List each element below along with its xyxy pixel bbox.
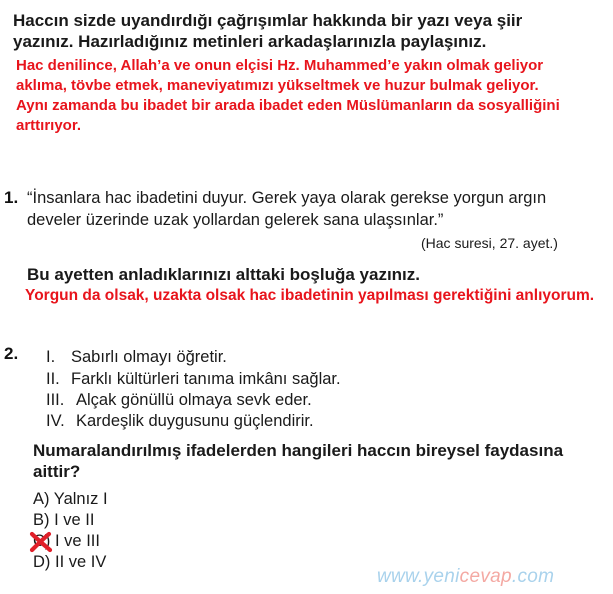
question-1-prompt: Bu ayetten anladıklarınızı alttaki boşluğa yazınız. xyxy=(27,265,420,284)
question-1-quote-line-1: “İnsanlara hac ibadetini duyur. Gerek yaya olarak gerekse yorgun argın xyxy=(27,189,547,207)
watermark-part-1: www.yeni xyxy=(377,566,460,587)
item-numeral: IV. xyxy=(46,412,65,430)
site-watermark xyxy=(377,566,554,588)
question-1-number: 1. xyxy=(4,188,19,207)
item-numeral: I. xyxy=(46,348,56,366)
intro-answer-line-4: arttırıyor. xyxy=(16,117,82,134)
watermark-part-2: cevap xyxy=(459,566,512,587)
selected-answer-cross-icon xyxy=(29,531,53,553)
option-label: A) xyxy=(33,490,50,508)
option-text: Yalnız I xyxy=(53,490,108,508)
intro-answer-line-3: Aynı zamanda bu ibadet bir arada ibadet eden Müslümanların da sosyalliğini xyxy=(16,97,560,114)
option-a[interactable] xyxy=(33,490,108,509)
intro-answer-line-2: aklıma, tövbe etmek, maneviyatımızı yükseltmek ve huzur bulmak geliyor. xyxy=(16,77,539,94)
intro-prompt-line-1: Haccın sizde uyandırdığı çağrışımlar hakkında bir yazı veya şiir xyxy=(13,11,523,30)
intro-prompt-line-2: yazınız. Hazırladığınız metinleri arkadaşlarınızla paylaşınız. xyxy=(13,32,487,51)
option-label: B) xyxy=(33,511,50,529)
question-1-source: (Hac suresi, 27. ayet.) xyxy=(421,235,558,251)
option-label: C) xyxy=(33,532,51,550)
item-text: Sabırlı olmayı öğretir. xyxy=(71,348,227,366)
item-numeral: III. xyxy=(46,391,65,409)
intro-answer-line-1: Hac denilince, Allah’a ve onun elçisi Hz. Muhammed’e yakın olmak geliyor xyxy=(16,57,544,74)
question-2-prompt-line-2: aittir? xyxy=(33,462,81,481)
item-text: Farklı kültürleri tanıma imkânı sağlar. xyxy=(71,370,341,388)
item-text: Kardeşlik duygusunu güçlendirir. xyxy=(76,412,314,430)
option-label: D) xyxy=(33,553,51,571)
option-text: I ve III xyxy=(55,532,100,550)
question-1-quote-line-2: develer üzerinde uzak yollardan gelerek sana ulaşsınlar.” xyxy=(27,211,444,229)
question-2-prompt-line-1: Numaralandırılmış ifadelerden hangileri haccın bireysel faydasına xyxy=(33,441,564,460)
item-text: Alçak gönüllü olmaya sevk eder. xyxy=(76,391,312,409)
item-numeral: II. xyxy=(46,370,60,388)
option-d[interactable] xyxy=(33,553,106,572)
question-1-answer: Yorgun da olsak, uzakta olsak hac ibadetinin yapılması gerektiğini anlıyorum. xyxy=(25,287,595,304)
watermark-part-3: .com xyxy=(511,566,555,587)
question-2-number: 2. xyxy=(4,344,19,363)
option-text: II ve IV xyxy=(55,553,107,571)
option-b[interactable] xyxy=(33,511,94,530)
option-text: I ve II xyxy=(54,511,95,529)
